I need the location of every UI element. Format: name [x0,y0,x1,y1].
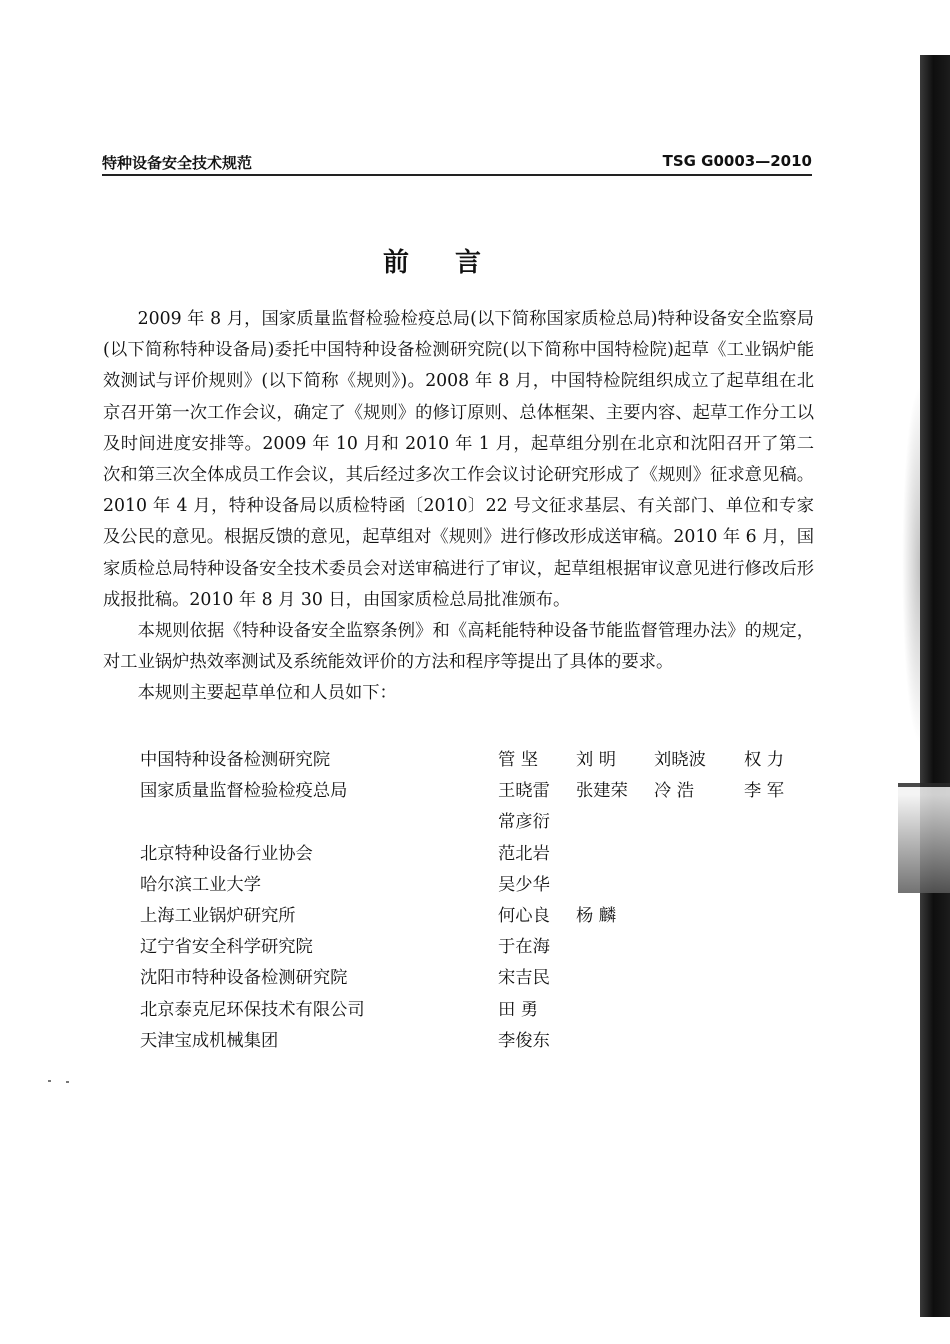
drafter-organization: 中国特种设备检测研究院 [140,750,331,770]
page-title: 前言 [382,248,527,278]
drafter-person-name: 杨 麟 [576,905,617,926]
paragraph-drafters-intro: 本规则主要起草单位和人员如下： [137,683,397,704]
drafter-organization: 沈阳市特种设备检测研究院 [140,968,348,989]
drafter-people [498,870,818,901]
drafter-row [140,839,820,870]
scan-edge-shadow [920,55,950,1317]
drafter-row [140,1026,820,1057]
drafter-people [498,839,818,870]
header-spec-title: 特种设备安全技术规范 [102,154,253,172]
drafter-person-name: 田 勇 [498,999,539,1020]
drafter-row [140,745,820,776]
drafter-row [140,963,820,994]
drafter-organization: 北京特种设备行业协会 [140,843,313,864]
paragraph-basis: 本规则依据《特种设备安全监察条例》和《高耗能特种设备节能监督管理办法》的规定，对工业锅炉热效率测试及系统能效评价的方法和程序等提出了具体的要求。 [103,621,814,673]
drafter-person-name: 何心良 [498,905,550,926]
drafter-row [140,776,820,807]
drafter-person-name: 权 力 [744,750,785,770]
drafter-person-name: 李 军 [744,781,785,802]
header-spec-code: TSG G0003—2010 [662,152,812,170]
drafter-person-name: 吴少华 [498,874,550,895]
drafter-people [498,963,818,994]
drafter-organization: 上海工业锅炉研究所 [140,905,296,926]
preface-body [103,304,814,710]
drafter-row [140,807,820,838]
running-header [102,150,812,176]
drafter-person-name: 冷 浩 [654,781,695,802]
drafter-organization: 天津宝成机械集团 [140,1030,279,1051]
drafter-people [498,1026,818,1057]
drafter-people [498,932,818,963]
drafter-row [140,901,820,932]
drafter-organization: 哈尔滨工业大学 [140,874,261,895]
scan-speck [66,1081,69,1083]
drafter-people [498,745,818,776]
paragraph-history: 2009 年 8 月，国家质量监督检验检疫总局(以下简称国家质检总局)特种设备安全监察局(以下简称特种设备局)委托中国特种设备检测研究院(以下简称中国特检院)起草《工业锅炉能效测试与评价规则》(以下简称《规则》)。2008 年 8 月，中国特检院组织成立了起草组在北京召开第一次工作会议，确定了《规则》的修订原则、总体框架、主要内容、起草工作分工以及时间进度安排等。2009 年 10 月和 2010 年 1 月，起草组分别在北京和沈阳召开了第二次和第三次全体成员工作会议，其后经过多次工作会议讨论研究形成了《规则》征求意见稿。2010 年 4 月，特种设备局以质检特函〔2010〕22 号文征求基层、有关部门、单位和专家及公民的意见。根据反馈的意见，起草组对《规则》进行修改形成送审稿。2010 年 6 月，国家质检总局特种设备安全技术委员会对送审稿进行了审议，起草组根据审议意见进行修改后形成报批稿。2010 年 8 月 30 日，由国家质检总局批准颁布。 [103,309,814,610]
drafter-person-name: 刘晓波 [654,750,706,770]
drafter-person-name: 管 坚 [498,750,539,770]
drafter-person-name: 常彦衍 [498,812,550,833]
drafter-person-name: 李俊东 [498,1030,550,1051]
drafter-person-name: 宋吉民 [498,968,550,989]
scan-speck [48,1080,51,1082]
drafter-person-name: 王晓雷 [498,781,550,802]
drafter-organization: 辽宁省安全科学研究院 [140,937,313,958]
drafter-people [498,807,818,838]
drafter-people [498,776,818,807]
drafter-person-name: 范北岩 [498,843,550,864]
drafter-person-name: 于在海 [498,937,550,958]
drafter-people [498,901,818,932]
drafter-row [140,995,820,1026]
drafter-row [140,870,820,901]
drafter-organization: 北京泰克尼环保技术有限公司 [140,999,365,1020]
drafter-row [140,932,820,963]
drafters-list [140,745,820,1057]
drafter-organization: 国家质量监督检验检疫总局 [140,781,348,802]
drafter-person-name: 刘 明 [576,750,617,770]
drafter-people [498,995,818,1026]
drafter-person-name: 张建荣 [576,781,628,802]
